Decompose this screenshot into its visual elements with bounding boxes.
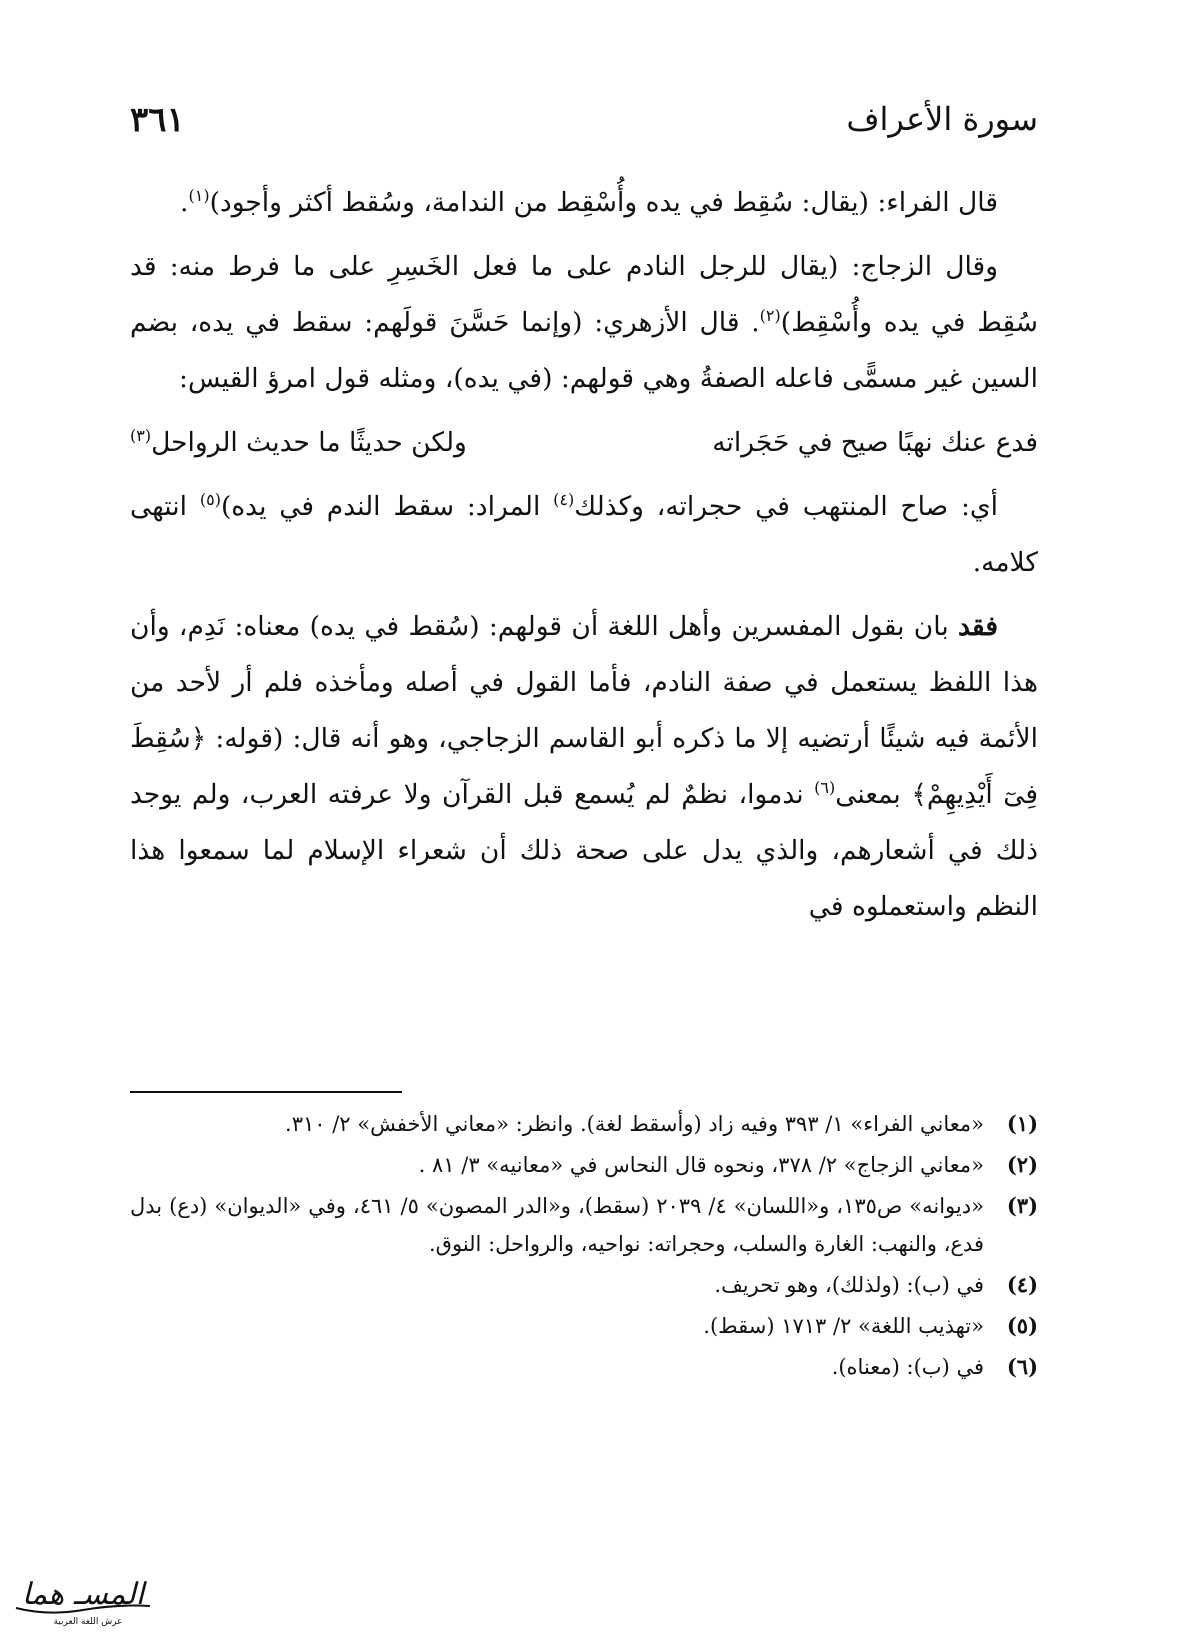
paragraph-text: . قال الأزهري: (وإنما حَسَّنَ قولَهم: سقط في يده، بضم السين غير مسمًّى فاعله الصفةُ وهي قولهم: (في يده)، ومثله قول امرؤ القيس:	[130, 307, 1038, 394]
footnotes-section	[130, 1105, 1038, 1389]
footnote-ref[interactable]: (٥)	[199, 490, 221, 510]
paragraph-conclusion	[130, 599, 1038, 935]
footnote-divider	[130, 1091, 402, 1093]
poetry-verse	[130, 415, 1038, 471]
paragraph-farra	[130, 175, 1038, 231]
paragraph-text: انتهى كلامه.	[130, 491, 1038, 578]
footnote-item	[130, 1146, 1038, 1184]
footnote-ref[interactable]: (٦)	[814, 778, 836, 798]
footnote-item	[130, 1307, 1038, 1345]
watermark-logo	[8, 1568, 158, 1630]
footnote-ref[interactable]: (٣)	[130, 426, 152, 446]
verse-first-hemistich: فدع عنك نهبًا صيح في حَجَراته	[712, 427, 1038, 458]
paragraph-text: بان بقول المفسرين وأهل اللغة أن قولهم: (سُقط في يده) معناه: نَدِم، وأن هذا اللفظ يستعمل في صفة النادم، فأما القول في أصله ومأخذه فلم أر لأحد من الأئمة فيه شيئًا أرتضيه إلا ما ذكره أبو القاسم الزجاجي، وهو أنه قال: (قوله: ﴿سُقِطَ فِىٓ أَيْدِيهِمْ﴾ بمعنى	[130, 611, 1038, 810]
paragraph-text: قال الفراء: (يقال: سُقِط في يده وأُسْقِط من الندامة، وسُقط أكثر وأجود)	[209, 187, 998, 218]
verse-second-hemistich	[130, 415, 467, 471]
book-page	[130, 0, 1038, 1650]
main-text	[130, 175, 1038, 943]
footnote-text: «ديوانه» ص١٣٥، و«اللسان» ٤/ ٢٠٣٩ (سقط)، و«الدر المصون» ٥/ ٤٦١، وفي «الديوان» (دع) بدل فدع، والنهب: الغارة والسلب، وحجراته: نواحيه، والرواحل: النوق.	[130, 1194, 984, 1256]
paragraph-text: المراد: سقط الندم في يده)	[220, 491, 554, 522]
paragraph-tail: .	[180, 187, 189, 218]
footnote-text: في (ب): (معناه).	[831, 1355, 984, 1379]
footnote-text: «تهذيب اللغة» ٢/ ١٧١٣ (سقط).	[703, 1314, 984, 1338]
page-number: ٣٦١	[130, 100, 185, 140]
footnote-item	[130, 1348, 1038, 1386]
lead-word: فقد	[958, 611, 998, 642]
footnote-number: (٦)	[1006, 1354, 1038, 1379]
footnote-number: (٤)	[1006, 1272, 1038, 1297]
logo-subtitle: عرش اللغة العربية	[53, 1617, 123, 1627]
footnote-text: «معاني الفراء» ١/ ٣٩٣ وفيه زاد (وأسقط لغة). وانظر: «معاني الأخفش» ٢/ ٣١٠.	[285, 1112, 984, 1136]
logo-calligraphy: المسـ هما	[21, 1577, 145, 1612]
footnote-ref[interactable]: (٤)	[553, 490, 575, 510]
footnote-number: (١)	[1006, 1111, 1038, 1136]
footnote-text: «معاني الزجاج» ٢/ ٣٧٨، ونحوه قال النحاس في «معانيه» ٣/ ٨١ .	[418, 1153, 984, 1177]
footnote-number: (٢)	[1006, 1152, 1038, 1177]
paragraph-zajjaj	[130, 239, 1038, 407]
paragraph-text: وقال الزجاج: (يقال للرجل النادم على ما فعل الخَسِرِ على ما فرط منه: قد سُقِط في يده وأُسْقِط)	[130, 251, 1038, 338]
verse-second-text: ولكن حديثًا ما حديث الرواحل	[151, 427, 467, 458]
surah-title: سورة الأعراف	[846, 100, 1038, 138]
footnote-ref[interactable]: (١)	[188, 186, 210, 206]
page-header	[130, 100, 1038, 150]
footnote-item	[130, 1105, 1038, 1143]
paragraph-text: أي: صاح المنتهب في حجراته، وكذلك	[574, 491, 999, 522]
footnote-number: (٥)	[1006, 1313, 1038, 1338]
footnote-text: في (ب): (ولذلك)، وهو تحريف.	[714, 1273, 984, 1297]
footnote-ref[interactable]: (٢)	[759, 306, 781, 326]
paragraph-text: ندموا، نظمٌ لم يُسمع قبل القرآن ولا عرفته العرب، ولم يوجد ذلك في أشعارهم، والذي يدل على صحة ذلك أن شعراء الإسلام لما سمعوا هذا النظم واستعملوه في	[130, 779, 1038, 922]
footnote-number: (٣)	[1006, 1193, 1038, 1218]
footnote-item	[130, 1266, 1038, 1304]
paragraph-explanation	[130, 479, 1038, 591]
footnote-item	[130, 1187, 1038, 1263]
